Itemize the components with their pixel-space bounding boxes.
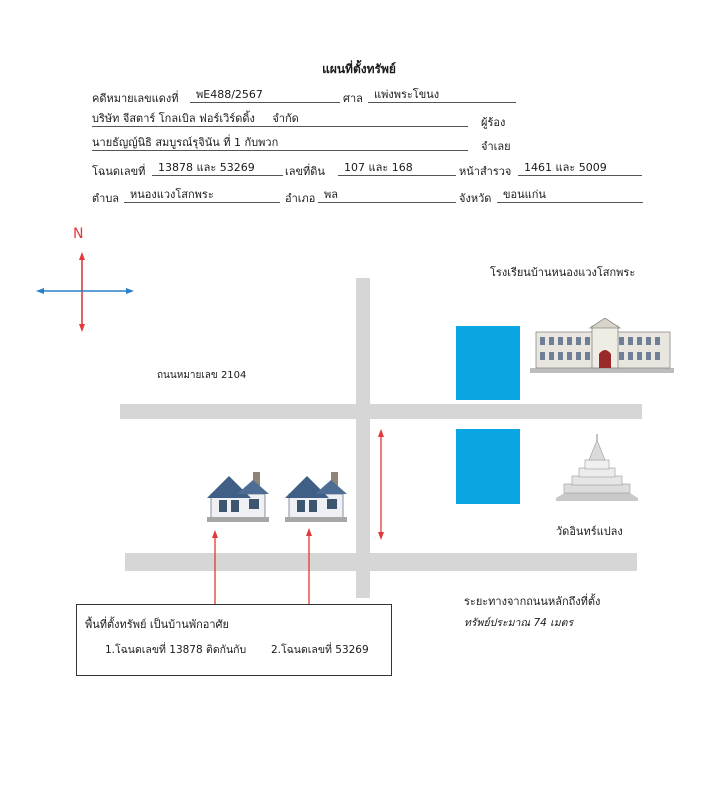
court-value: แพ่งพระโขนง xyxy=(368,87,516,103)
deed-label: โฉนดเลขที่ xyxy=(92,165,146,178)
deed-value: 13878 และ 53269 xyxy=(152,160,283,176)
distance-line-2: ทรัพย์ประมาณ 74 เมตร xyxy=(464,617,574,629)
distance-line-1: ระยะทางจากถนนหลักถึงที่ตั้ง xyxy=(464,595,601,608)
province-value: ขอนแก่น xyxy=(497,187,643,203)
plaintiff-role: ผู้ร้อง xyxy=(481,116,506,129)
court-label: ศาล xyxy=(343,92,363,105)
land-number-label: เลขที่ดิน xyxy=(285,165,325,178)
case-number-label: คดีหมายเลขแดงที่ xyxy=(92,92,179,105)
road-label: ถนนหมายเลข 2104 xyxy=(157,370,247,381)
district-label: อำเภอ xyxy=(285,192,316,205)
compass-north-label: N xyxy=(73,226,84,242)
property-legend-box xyxy=(76,604,392,676)
temple-label: วัดอินทร์แปลง xyxy=(556,525,623,538)
legend-item-1: 1.โฉนดเลขที่ 13878 ติดกันกับ xyxy=(105,644,247,656)
survey-label: หน้าสำรวจ xyxy=(459,165,512,178)
survey-value: 1461 และ 5009 xyxy=(518,160,642,176)
legend-title: พื้นที่ตั้งทรัพย์ เป็นบ้านพักอาศัย xyxy=(85,618,229,631)
school-label: โรงเรียนบ้านหนองแวงโสกพระ xyxy=(490,266,636,279)
province-label: จังหวัด xyxy=(459,192,492,205)
defendant-role: จำเลย xyxy=(481,140,511,153)
defendant-name: นายธัญญ์นิธิ สมบูรณ์รุจินัน ที่ 1 กับพวก xyxy=(92,135,468,151)
subdistrict-value: หนองแวงโสกพระ xyxy=(124,187,280,203)
subdistrict-label: ตำบล xyxy=(92,192,120,205)
case-number-value: พE488/2567 xyxy=(190,87,340,103)
plaintiff-name: บริษัท จีสตาร์ โกลเบิล ฟอร์เวิร์ดดิ้ง xyxy=(92,112,255,125)
page-title: แผนที่ตั้งทรัพย์ xyxy=(322,62,396,76)
legend-item-2: 2.โฉนดเลขที่ 53269 xyxy=(271,644,369,656)
plaintiff-suffix: จำกัด xyxy=(272,112,299,125)
district-value: พล xyxy=(318,187,456,203)
land-number-value: 107 และ 168 xyxy=(338,160,456,176)
